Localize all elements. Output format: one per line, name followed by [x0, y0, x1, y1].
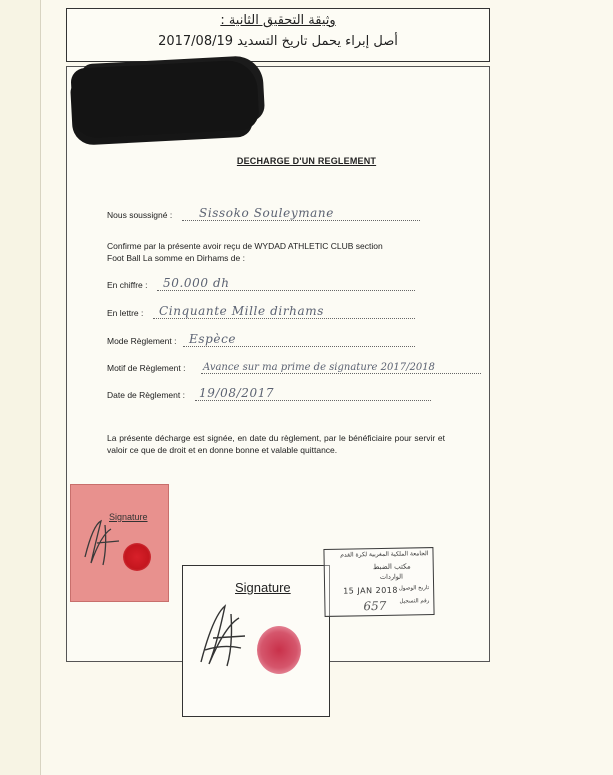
field-chiffre — [107, 276, 417, 292]
motif-label: Motif de Règlement : — [107, 363, 186, 373]
stamp-date: 15 JAN 2018 — [343, 585, 399, 596]
stamp-line-1: الجامعة الملكية المغربية لكرة القدم — [340, 550, 429, 559]
small-signature-label: Signature — [109, 512, 148, 522]
mode-value: Espèce — [189, 332, 237, 346]
confirm-line-2: Foot Ball La somme en Dirhams de : — [107, 253, 245, 263]
stamp-line-2: مكتب الضبط — [372, 562, 411, 572]
stamp-line-3: الواردات — [379, 572, 403, 581]
mode-line — [183, 346, 415, 347]
lettre-label: En lettre : — [107, 308, 144, 318]
soussigne-value: Sissoko Souleymane — [199, 206, 334, 220]
soussigne-line — [182, 220, 420, 221]
small-signature-scribble — [71, 485, 168, 601]
closing-paragraph: La présente décharge est signée, en date du règlement, par le bénéficiaire pour servir et valoir ce que de droit et en donne bonne et valable quittance. — [107, 433, 445, 455]
chiffre-value: 50.000 dh — [163, 276, 230, 290]
document-title: DECHARGE D'UN REGLEMENT — [236, 156, 377, 166]
date-value: 19/08/2017 — [199, 386, 275, 400]
field-motif — [107, 359, 482, 375]
header-subtitle: أصل إبراء يحمل تاريخ التسديد 2017/08/19 — [158, 34, 398, 49]
field-mode — [107, 332, 417, 348]
soussigne-label: Nous soussigné : — [107, 210, 173, 220]
office-reception-stamp — [323, 547, 434, 617]
date-label: Date de Règlement : — [107, 390, 185, 400]
mode-label: Mode Règlement : — [107, 336, 177, 346]
pink-signature-stamp — [70, 484, 169, 602]
header-title: وثيقة التحقيق الثانية : — [220, 13, 336, 28]
field-date — [107, 386, 432, 402]
large-fingerprint — [257, 626, 301, 674]
confirm-line-1: Confirme par la présente avoir reçu de WYDAD ATHLETIC CLUB section — [107, 241, 383, 251]
motif-value: Avance sur ma prime de signature 2017/2018 — [203, 362, 435, 373]
date-line — [195, 400, 431, 401]
field-soussigne — [107, 206, 422, 222]
lettre-line — [153, 318, 415, 319]
small-fingerprint — [123, 543, 151, 571]
chiffre-line — [157, 290, 415, 291]
header-box — [66, 8, 490, 62]
large-signature-label: Signature — [235, 580, 291, 595]
confirm-paragraph — [107, 240, 447, 264]
redaction-mark — [70, 59, 259, 139]
stamp-line-4: تاريخ الوصول — [398, 585, 430, 592]
stamp-line-5: رقم التسجيل — [399, 598, 430, 605]
chiffre-label: En chiffre : — [107, 280, 148, 290]
motif-line — [201, 373, 481, 374]
signature-box — [182, 565, 330, 717]
field-lettre — [107, 304, 417, 320]
stamp-number: 657 — [363, 598, 387, 614]
lettre-value: Cinquante Mille dirhams — [159, 304, 324, 318]
